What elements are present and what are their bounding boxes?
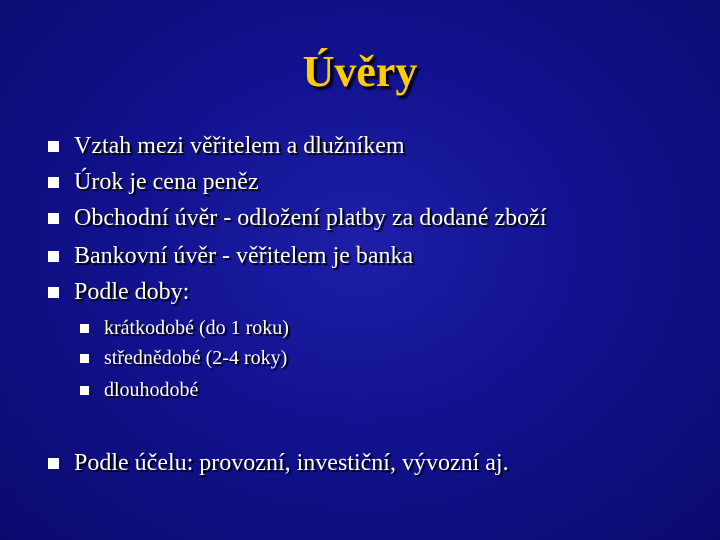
sub-bullet-text: dlouhodobé [104, 379, 199, 401]
square-bullet-icon [80, 354, 89, 363]
bullet-item [48, 200, 547, 236]
bullet-item [48, 238, 413, 274]
bullet-text: Podle doby: [74, 279, 190, 305]
bullet-item [48, 274, 189, 310]
bullet-text: Podle účelu: provozní, investiční, vývozní aj. [74, 450, 509, 476]
square-bullet-icon [48, 458, 59, 469]
bullet-text: Obchodní úvěr - odložení platby za dodané zboží [74, 205, 547, 231]
bullet-item [48, 164, 259, 200]
bullet-text: Vztah mezi věřitelem a dlužníkem [74, 133, 405, 159]
slide-title: Úvěry [302, 47, 418, 96]
sub-bullet-item [80, 342, 287, 374]
square-bullet-icon [48, 213, 59, 224]
sub-bullet-item [80, 374, 198, 406]
bullet-item [48, 128, 405, 164]
square-bullet-icon [80, 386, 89, 395]
square-bullet-icon [48, 177, 59, 188]
square-bullet-icon [80, 324, 89, 333]
sub-bullet-item [80, 312, 289, 344]
sub-bullet-text: krátkodobé (do 1 roku) [104, 317, 289, 339]
sub-bullet-text: střednědobé (2-4 roky) [104, 347, 288, 369]
square-bullet-icon [48, 141, 59, 152]
square-bullet-icon [48, 251, 59, 262]
bullet-item [48, 445, 509, 481]
square-bullet-icon [48, 287, 59, 298]
bullet-text: Úrok je cena peněz [74, 169, 259, 195]
bullet-text: Bankovní úvěr - věřitelem je banka [74, 243, 414, 269]
